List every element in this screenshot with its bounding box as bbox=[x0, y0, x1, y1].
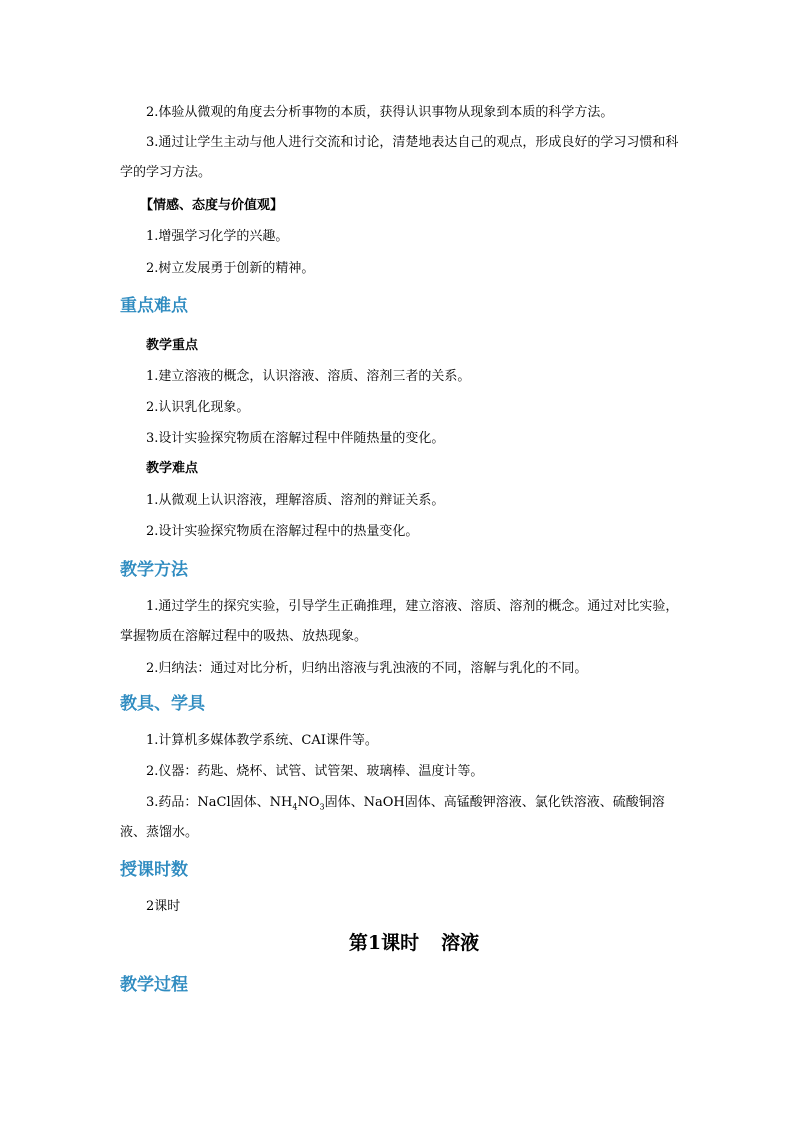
hours-heading: 授课时数 bbox=[120, 860, 188, 880]
tools-item-3: 3.药品：NaCl固体、$NH_4NO_3$固体、NaOH固体、高锰酸钾溶液、氯化铁溶液、硫酸铜溶液、蒸馏水。 bbox=[120, 795, 665, 840]
difficulty-item-1: 1.从微观上认识溶液，理解溶质、溶剂的辩证关系。 bbox=[146, 493, 445, 508]
keypoints-heading: 重点难点 bbox=[120, 296, 188, 316]
difficulty-title: 教学难点 bbox=[146, 461, 199, 476]
focus-title: 教学重点 bbox=[146, 338, 199, 353]
emotion-heading: 【情感、态度与价值观】 bbox=[140, 198, 284, 213]
methods-item-2: 2.归纳法：通过对比分析，归纳出溶液与乳浊液的不同，溶解与乳化的不同。 bbox=[146, 661, 588, 676]
goal-item-2: 2.体验从微观的角度去分析事物的本质，获得认识事物从现象到本质的科学方法。 bbox=[146, 105, 614, 120]
difficulty-item-2: 2.设计实验探究物质在溶解过程中的热量变化。 bbox=[146, 524, 419, 539]
emotion-item-2: 2.树立发展勇于创新的精神。 bbox=[146, 261, 315, 276]
focus-item-3: 3.设计实验探究物质在溶解过程中伴随热量的变化。 bbox=[146, 431, 445, 446]
lesson-title: 第1课时 溶液 bbox=[348, 932, 480, 954]
goal-item-3: 3.通过让学生主动与他人进行交流和讨论，清楚地表达自己的观点，形成良好的学习习惯和科学的学习方法。 bbox=[120, 135, 679, 180]
process-heading: 教学过程 bbox=[120, 975, 188, 995]
tools-heading: 教具、学具 bbox=[120, 694, 205, 714]
methods-item-1: 1.通过学生的探究实验，引导学生正确推理，建立溶液、溶质、溶剂的概念。通过对比实验，掌握物质在溶解过程中的吸热、放热现象。 bbox=[120, 599, 679, 644]
tools-item-2: 2.仪器：药匙、烧杯、试管、试管架、玻璃棒、温度计等。 bbox=[146, 764, 484, 779]
tools-item-1: 1.计算机多媒体教学系统、CAI课件等。 bbox=[146, 733, 378, 748]
focus-item-1: 1.建立溶液的概念，认识溶液、溶质、溶剂三者的关系。 bbox=[146, 369, 471, 384]
hours-value: 2课时 bbox=[146, 899, 181, 914]
focus-item-2: 2.认识乳化现象。 bbox=[146, 400, 250, 415]
emotion-item-1: 1.增强学习化学的兴趣。 bbox=[146, 229, 289, 244]
methods-heading: 教学方法 bbox=[120, 560, 188, 580]
